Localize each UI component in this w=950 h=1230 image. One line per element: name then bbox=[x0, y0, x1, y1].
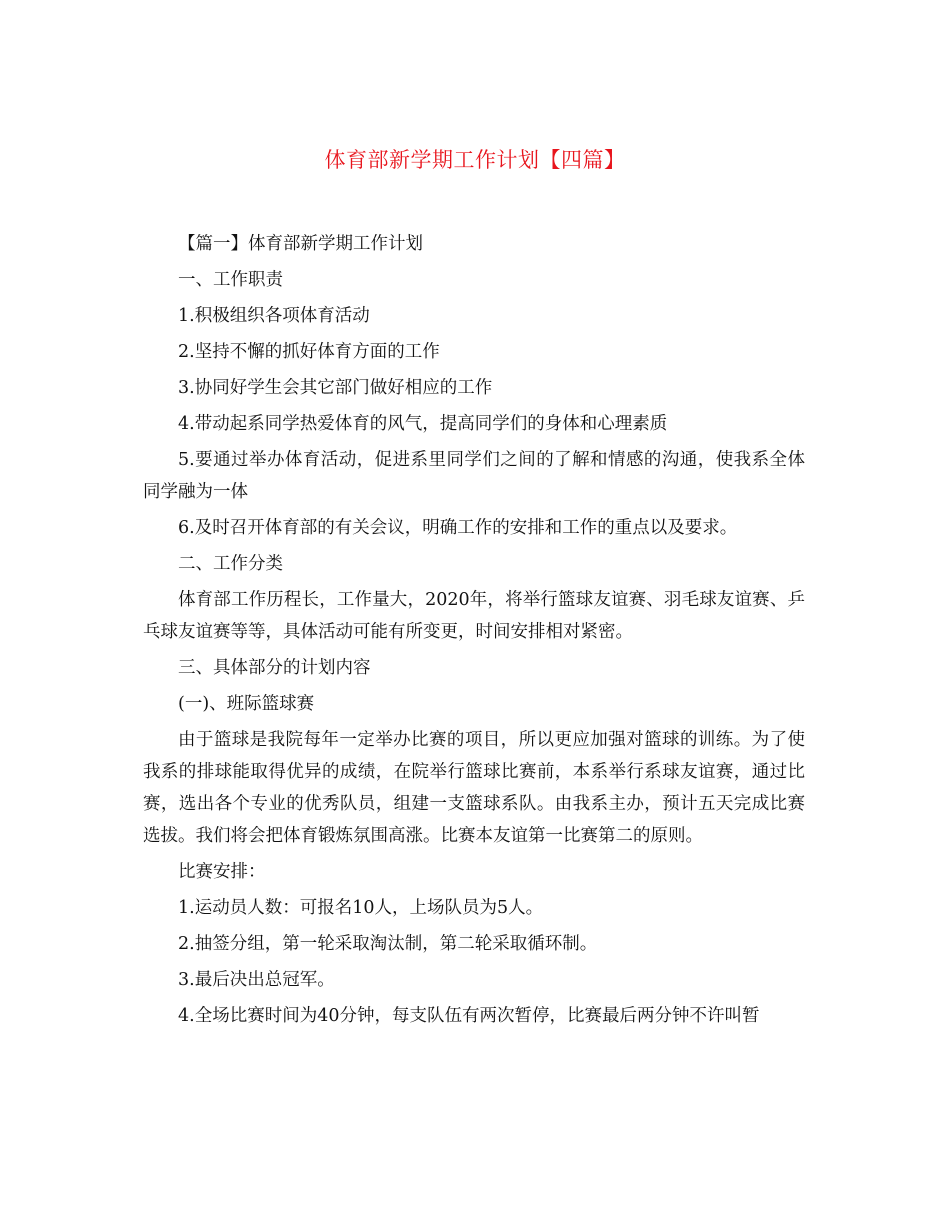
list-item: 1.运动员人数：可报名10人，上场队员为5人。 bbox=[178, 898, 544, 918]
list-item: 2.坚持不懈的抓好体育方面的工作 bbox=[178, 342, 440, 362]
list-item: 5.要通过举办体育活动，促进系里同学们之间的了解和情感的沟通，使我系全体同学融为一体 bbox=[143, 450, 805, 502]
body-paragraph: 体育部工作历程长，工作量大，2020年，将举行篮球友谊赛、羽毛球友谊赛、乒乓球友谊赛等等，具体活动可能有所变更，时间安排相对紧密。 bbox=[143, 590, 805, 642]
list-item: 1.积极组织各项体育活动 bbox=[178, 306, 370, 326]
list-item: 6.及时召开体育部的有关会议，明确工作的安排和工作的重点以及要求。 bbox=[178, 518, 738, 538]
list-item: 3.最后决出总冠军。 bbox=[178, 970, 335, 990]
subsection-heading: 一、工作职责 bbox=[178, 270, 283, 290]
document-title: 体育部新学期工作计划【四篇】 bbox=[324, 148, 626, 172]
subsection-heading: 比赛安排： bbox=[178, 862, 266, 882]
list-item: 2.抽签分组，第一轮采取淘汰制，第二轮采取循环制。 bbox=[178, 934, 598, 954]
list-item: 4.带动起系同学热爱体育的风气，提高同学们的身体和心理素质 bbox=[178, 414, 668, 434]
section-heading: 【篇一】体育部新学期工作计划 bbox=[178, 234, 423, 254]
subsection-heading: 三、具体部分的计划内容 bbox=[178, 658, 371, 678]
subsection-heading: 二、工作分类 bbox=[178, 554, 283, 574]
subsection-heading: (一)、班际篮球赛 bbox=[178, 694, 315, 714]
document-body bbox=[143, 228, 805, 1036]
list-item: 4.全场比赛时间为40分钟，每支队伍有两次暂停，比赛最后两分钟不许叫暂 bbox=[178, 1006, 760, 1026]
list-item: 3.协同好学生会其它部门做好相应的工作 bbox=[178, 378, 493, 398]
body-paragraph: 由于篮球是我院每年一定举办比赛的项目，所以更应加强对篮球的训练。为了使我系的排球能取得优异的成绩，在院举行篮球比赛前，本系举行系球友谊赛，通过比赛，选出各个专业的优秀队员，组建一支篮球系队。由我系主办，预计五天完成比赛选拔。我们将会把体育锻炼氛围高涨。比赛本友谊第一比赛第二的原则。 bbox=[143, 730, 805, 846]
